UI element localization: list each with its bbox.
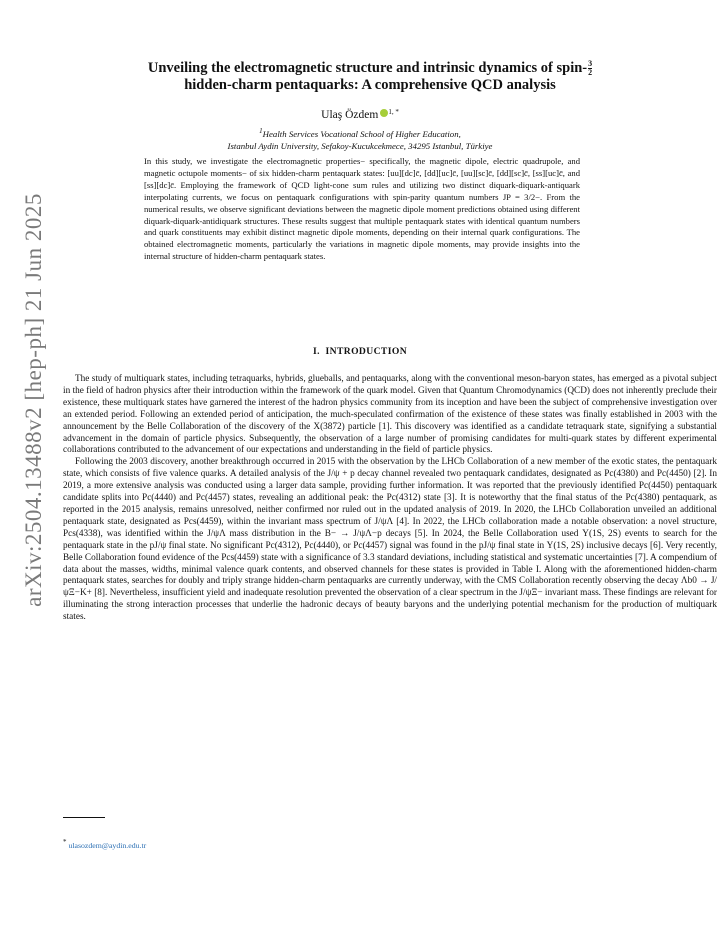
footnote-mark: * bbox=[63, 838, 67, 846]
title-line-2: hidden-charm pentaquarks: A comprehensive QCD analysis bbox=[184, 77, 556, 94]
footnote-rule bbox=[63, 817, 105, 818]
section-title: INTRODUCTION bbox=[325, 346, 408, 357]
arxiv-identifier: arXiv:2504.13488v2 [hep-ph] 21 Jun 2025 bbox=[21, 193, 46, 607]
section-number: I. bbox=[312, 346, 320, 357]
author-line bbox=[0, 108, 720, 121]
affiliation-mark: 1 bbox=[259, 127, 263, 135]
affiliation-line-2: Istanbul Aydin University, Sefakoy-Kucukcekmece, 34295 Istanbul, Türkiye bbox=[227, 141, 493, 151]
section-heading bbox=[0, 346, 720, 357]
footnote bbox=[63, 838, 146, 850]
email-link[interactable]: ulasozdem@aydin.edu.tr bbox=[68, 841, 147, 850]
spin-fraction-numerator: 3 bbox=[588, 59, 593, 69]
author-name: Ulaş Özdem bbox=[321, 109, 379, 121]
affiliation-line-1: Health Services Vocational School of Higher Education, bbox=[262, 129, 461, 139]
paper-title bbox=[100, 60, 640, 94]
author-marks: 1, * bbox=[388, 108, 399, 116]
title-line-1: Unveiling the electromagnetic structure and intrinsic dynamics of spin- bbox=[147, 60, 588, 76]
introduction-body bbox=[63, 374, 717, 624]
paragraph-1: The study of multiquark states, including tetraquarks, hybrids, glueballs, and pentaquarks, along with the conventional meson-baryon states, has emerged as a pivotal subject in the field of hadron physics after their introduction within the framework of the quark model. Given that Quantum Chromodynamics (QCD) does not inherently preclude their existence, these multiquark states have garnered the interest of the hadron physics community from its inception and have been the subject of comprehensive investigation over an extended period. Following an extended period of anticipation, the much-speculated confirmation of the existence of these states was finally established in 2003 with the announcement by the Belle Collaboration of the discovery of the X(3872) particle [1]. This discovery was identified as a candidate tetraquark state, signifying a substantial advancement in the domain of particle physics. Subsequently, the observation of a large number of promising candidates for multi-quark states by different experimental collaborations contributed to the advancement of our expectations and understanding in the field of particle physics. bbox=[63, 374, 717, 456]
paragraph-2: Following the 2003 discovery, another breakthrough occurred in 2015 with the observation by the LHCb Collaboration of a new member of the exotic states, the pentaquark state, which consists of five valence quarks. A detailed analysis of the J/ψ + p decay channel revealed two pentaquark candidates, designated as Pc(4380) and Pc(4450) [2]. In 2019, a more extensive analysis was conducted using a larger data sample, providing further information. It was reported that the previously identified Pc(4450) pentaquark candidate splits into Pc(4440) and Pc(4457) states, revealing an additional peak: the Pc(4312) state [3]. It is noteworthy that the final status of the Pc(4380) pentaquark, as reported in the 2015 analysis, remains unresolved, neither confirmed nor ruled out in the updated analysis of 2019. In 2020, the LHCb Collaboration unveiled an additional pentaquark state, designated as Pcs(4459), within the invariant mass spectrum of J/ψΛ [4]. In 2022, the LHCb collaboration made a notable observation: a novel structure, Pcs(4338), was identified within the J/ψΛ mass distribution in the B− → J/ψΛ−p decays [5]. In 2024, the Belle Collaboration used Υ(1S, 2S) events to search for the pentaquark state in the pJ/ψ final state. No significant Pc(4312), Pc(4440), or Pc(4457) signal was found in the pJ/ψ final state in Υ(1S, 2S) inclusive decays [6]. Very recently, Belle Collaboration found evidence of the Pcs(4459) state with a significance of 3.3 standard deviations, including statistical and systematic uncertainties [7]. A compendium of data about the masses, widths, minimal valence quark contents, and observed channels for these states is provided in Table I. Along with the aforementioned hidden-charm pentaquark states, searches for doubly and triply strange hidden-charm pentaquarks are currently underway, with the CMS Collaboration recently observing the decay Λb0 → J/ψΞ−K+ [8]. Nevertheless, insufficient yield and inadequate resolution prevented the observation of a clear spectrum in the J/ψΞ− invariant mass. These findings are relevant for illuminating the strong interaction processes that underlie the hadronic decays of beauty baryons and the underlying potential mechanism for the production of multiquark states. bbox=[63, 457, 717, 623]
spin-fraction bbox=[588, 60, 592, 77]
affiliation bbox=[0, 125, 720, 152]
spin-fraction-denominator: 2 bbox=[588, 68, 593, 78]
arxiv-sidebar-stamp bbox=[14, 120, 54, 680]
abstract: In this study, we investigate the electromagnetic properties− specifically, the magnetic dipole, electric quadrupole, and magnetic octupole moments− of six hidden-charm pentaquark states: [uu][dc]c̄, [dd][uc]c̄, [uu][sc]c̄, [dd][sc]c̄, [ss][uc]c̄, and [ss][dc]c̄. Employing the framework of QCD light-cone sum rules and utilizing two distinct diquark-diquark-antiquark interpolating currents, we focus on pentaquark configurations with spin-parity quantum numbers JP = 3/2−. From the numerical results, we observe significant deviations between the magnetic dipole moment predictions obtained using different diquark-diquark-antidiquark structures. These results suggest that multiple pentaquark states with identical quantum numbers and quark constituents may exhibit distinct magnetic dipole moments, depending on their internal quark configurations. The obtained electromagnetic moments, particularly the variations in magnetic dipole moments, may provide insights into the internal structure of hidden-charm pentaquark states. bbox=[144, 156, 580, 262]
